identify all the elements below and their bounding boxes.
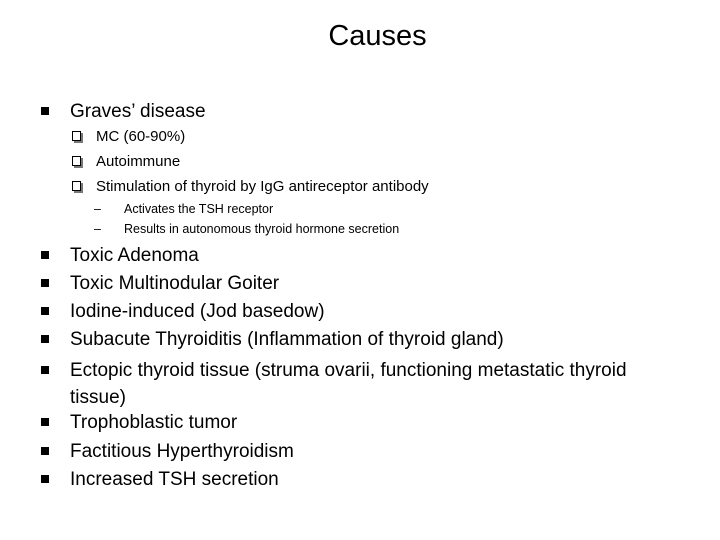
subsub-bullet-text: Activates the TSH receptor [124,202,274,216]
bullet-text: Subacute Thyroiditis (Inflammation of thyroid gland) [70,329,504,350]
bullet-toxic-adenoma [70,242,680,269]
bullet-text: Toxic Adenoma [70,245,199,266]
bullet-increased-tsh-secretion [70,466,680,493]
dash-bullet: – [94,222,101,236]
bullet-text: Graves’ disease [70,101,206,122]
bullet-text: Increased TSH secretion [70,469,279,490]
box-bullet-icon [72,131,81,141]
bullet-graves-disease [70,98,680,125]
square-bullet-icon [41,279,49,287]
square-bullet-icon [41,251,49,259]
bullet-text: Iodine-induced (Jod basedow) [70,301,325,322]
bullet-ectopic-thyroid-tissue [70,357,680,411]
sub-bullet-text: MC (60-90%) [96,128,186,145]
subsub-bullet-text: Results in autonomous thyroid hormone secretion [124,222,400,236]
sub-bullet-stimulation [96,175,656,199]
bullet-text: Toxic Multinodular Goiter [70,273,280,294]
sub-bullet-text: Autoimmune [96,153,181,170]
bullet-toxic-multinodular-goiter [70,270,680,297]
square-bullet-icon [41,475,49,483]
bullet-text: Ectopic thyroid tissue (struma ovarii, functioning metastatic thyroid tissue) [70,360,627,408]
box-bullet-icon [72,156,81,166]
sub-bullet-autoimmune [96,150,656,174]
slide-title: Causes [328,20,427,52]
square-bullet-icon [41,366,49,374]
square-bullet-icon [41,447,49,455]
subsub-bullet-results [94,220,624,239]
square-bullet-icon [41,307,49,315]
square-bullet-icon [41,107,49,115]
sub-bullet-mc [96,125,656,149]
square-bullet-icon [41,418,49,426]
bullet-subacute-thyroiditis [70,326,680,353]
subsub-bullet-activates [94,200,624,219]
bullet-trophoblastic-tumor [70,409,680,436]
bullet-text: Factitious Hyperthyroidism [70,441,294,462]
square-bullet-icon [41,335,49,343]
dash-bullet: – [94,202,101,216]
box-bullet-icon [72,181,81,191]
bullet-factitious-hyperthyroidism [70,438,680,465]
sub-bullet-text: Stimulation of thyroid by IgG antireceptor antibody [96,178,429,195]
bullet-text: Trophoblastic tumor [70,412,238,433]
bullet-iodine-induced [70,298,680,325]
